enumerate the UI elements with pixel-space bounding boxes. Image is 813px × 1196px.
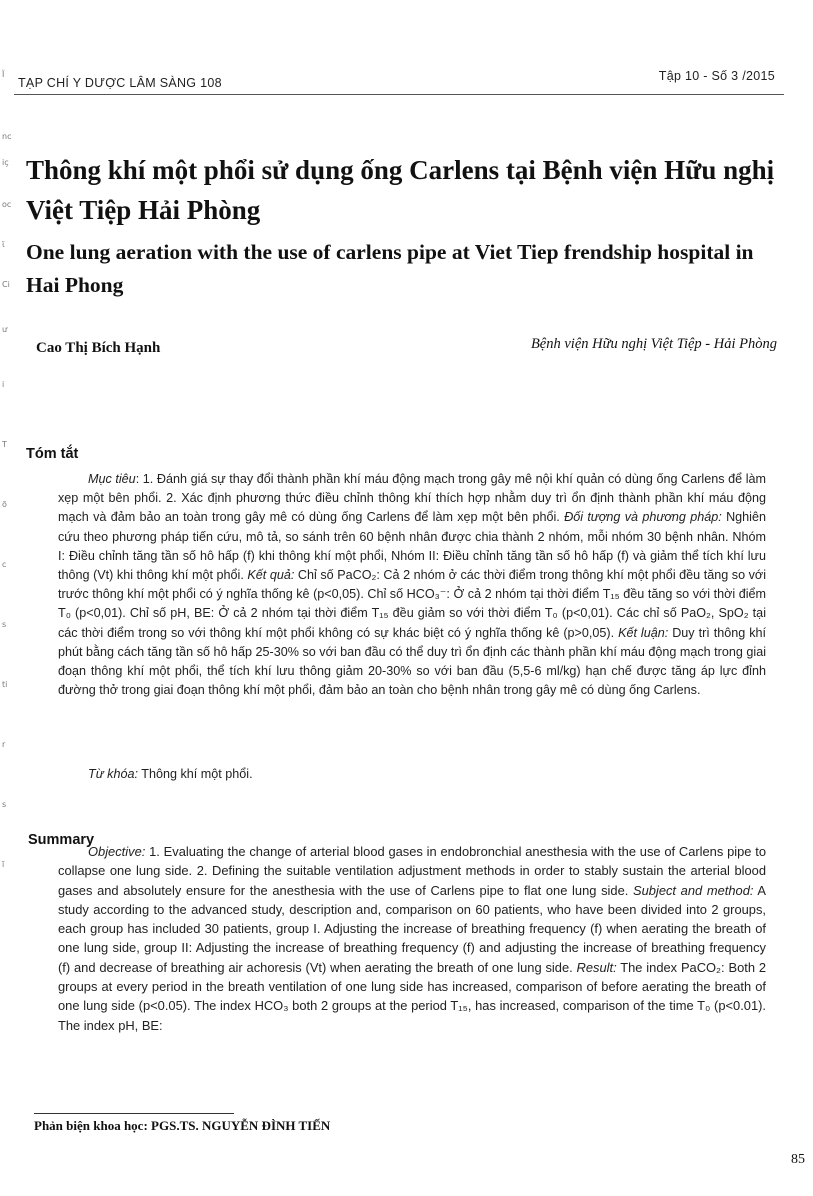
issue-info: Tập 10 - Số 3 /2015 [658, 69, 775, 83]
tomtat-heading: Tóm tắt [26, 446, 79, 462]
author-name: Cao Thị Bích Hạnh [36, 340, 161, 356]
conclusion-text-vi: Duy trì thông khí phút bằng cách tăng tần số hô hấp 25-30% so với ban đầu có thể duy trì ổn định các thành phần khí máu động mạch trong giai đoạn thông khí một phổi, thể tích khí lưu thông giảm 20-30% so với ban đầu (5,5-6 ml/kg) hạn chế được tăng áp lực đỉnh đường thở trong giai đoạn thông khí một phổi, đảm bảo an toàn cho bệnh nhân trong gây mê có dùng ống Carlens. [58, 625, 766, 698]
result-text-en: The index PaCO₂: Both 2 groups at every period in the breath ventilation of one lung side has increased, comparison of before aerating the breath of one lung side (p<0.05). The index HCO₃ both 2 groups at the period T₁₅, has increased, comparison of the time T₀ (p<0.01). The index pH, BE: [58, 959, 766, 1033]
method-text-en: A study according to the advanced study, description and, comparison on 60 patients, who have been divided into 2 groups, each group has included 30 patients, group I. Adjusting the increase of breathing frequency (f) when aerating the breath of one lung side, group II: Adjusting the increase of breathing frequency (f) and adjusting the increase of breathing frequency (f) and decrease of breathing air achoresis (Vt) when aerating the breath of one lung side. [58, 882, 767, 975]
method-text-vi: Nghiên cứu theo phương pháp tiến cứu, mô tả, so sánh trên 60 bệnh nhân được chia thành 2 nhóm, mỗi nhóm 30 bệnh nhân. Nhóm I: Điều chỉnh tăng tần số hô hấp (f) khi thông khí một phổi, Nhóm II: Điều chỉnh tăng tần số hô hấp (f) và giảm thể tích khí lưu thông (Vt) khi thông khí một phổi. [58, 510, 766, 583]
scan-margin-artifacts: Ϊ nc iç oc ϊ Ci ư i T õ c s ti r s ĩ [2, 70, 12, 869]
header-rule [14, 94, 784, 95]
footnote-rule [34, 1113, 234, 1114]
footnote-reviewer: Phản biện khoa học: PGS.TS. NGUYỄN ĐÌNH TIẾN [34, 1118, 331, 1133]
summary-paragraph [58, 842, 766, 1035]
method-label-vi: Đối tượng và phương pháp: [564, 510, 722, 525]
author-affiliation: Bệnh viện Hữu nghị Việt Tiệp - Hải Phòng [530, 336, 777, 352]
keywords-vi [88, 767, 253, 781]
journal-name: TẠP CHÍ Y DƯỢC LÂM SÀNG 108 [18, 76, 222, 90]
page-number: 85 [791, 1152, 805, 1167]
article-title-vietnamese: Thông khí một phổi sử dụng ống Carlens tại Bệnh viện Hữu nghị Việt Tiệp Hải Phòng [26, 155, 775, 225]
conclusion-label-vi: Kết luận: [618, 625, 669, 640]
keyword-text: Thông khí một phổi. [137, 767, 253, 781]
method-label-en: Subject and method: [633, 882, 754, 898]
result-label-vi: Kết quả: [247, 568, 295, 583]
result-label-en: Result: [576, 959, 617, 975]
objective-label-vi: Mục tiêu [88, 472, 136, 486]
tomtat-paragraph [58, 470, 766, 700]
result-text-vi: Chỉ số PaCO₂: Cả 2 nhóm ở các thời điểm trong thông khí một phổi đều tăng so với trước thông khí một phổi có ý nghĩa thống kê (p<0,05). Chỉ số HCO₃⁻: Ở cả 2 nhóm tại thời điểm T₁₅ đều tăng so với thời điểm T₀ (p<0,01). Chỉ số pH, BE: Ở cả 2 nhóm tại thời điểm T₁₅ đều giảm so với thời điểm T₀ (p<0,01). Các chỉ số PaO₂, SpO₂ tại các thời điểm trong so với thông khí một phổi không có sự khác biệt có ý nghĩa thống kê (p>0,05). [58, 568, 766, 640]
keyword-label: Từ khóa: [88, 767, 138, 781]
objective-text-vi: : 1. Đánh giá sự thay đổi thành phần khí máu động mạch trong gây mê nội khí quản có dùng ống Carlens để làm xẹp một bên phổi. 2. Xác định phương thức điều chỉnh thông khí thích hợp nhằm duy trì ổn định thành phần khí máu động mạch và đảm bảo an toàn trong gây mê có dùng ống Carlens để làm xẹp một bên phổi. [58, 472, 766, 525]
objective-label-en: Objective: [88, 844, 146, 859]
article-title-english: One lung aeration with the use of carlens pipe at Viet Tiep frendship hospital in Hai Phong [26, 240, 754, 297]
summary-heading: Summary [28, 832, 95, 848]
objective-text-en: 1. Evaluating the change of arterial blood gases in endobronchial anesthesia with the use of Carlens pipe to collapse one lung side. 2. Defining the suitable ventilation adjustment methods in order to stably sustain the arterial blood gases and absolutely ensure for the anesthesia with the use of Carlens pipe to flat one lung side. [58, 844, 766, 898]
